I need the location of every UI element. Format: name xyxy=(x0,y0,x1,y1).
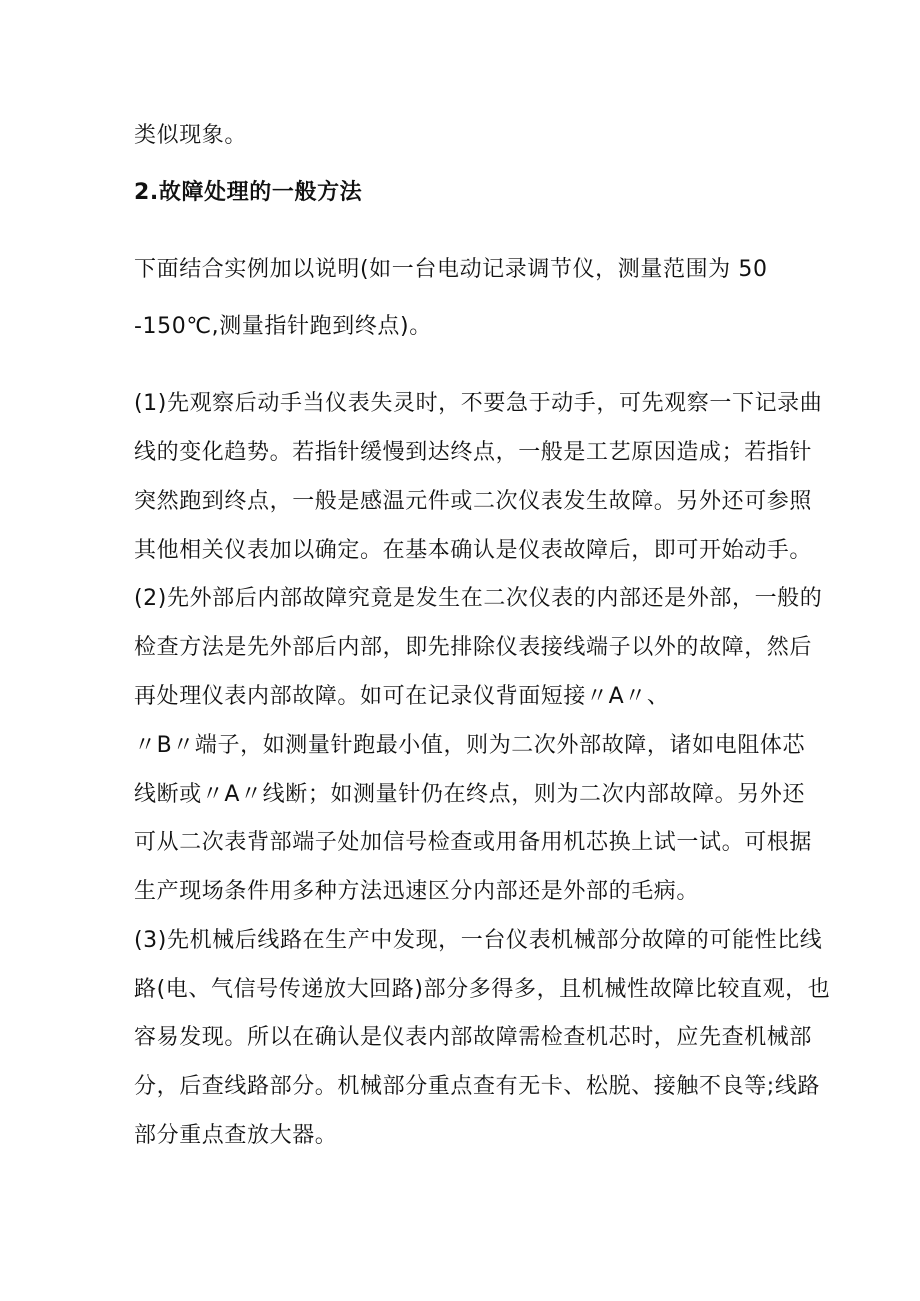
step1-line: (1)先观察后动手当仪表失灵时，不要急于动手，可先观察一下记录曲 xyxy=(134,391,823,416)
step2-line: 检查方法是先外部后内部，即先排除仪表接线端子以外的故障，然后 xyxy=(134,635,813,660)
step1-line: 线的变化趋势。若指针缓慢到达终点，一般是工艺原因造成；若指针 xyxy=(134,440,813,465)
example-line: 下面结合实例加以说明(如一台电动记录调节仪，测量范围为 50 xyxy=(134,257,768,282)
example-line: -150℃,测量指针跑到终点)。 xyxy=(134,314,432,339)
step2-line: 可从二次表背部端子处加信号检查或用备用机芯换上试一试。可根据 xyxy=(134,830,813,855)
step2-line: 再处理仪表内部故障。如可在记录仪背面短接〃A〃、 xyxy=(134,684,670,709)
step2-line: 〃B〃端子，如测量针跑最小值，则为二次外部故障，诸如电阻体芯 xyxy=(134,733,806,758)
step3-line: 分，后查线路部分。机械部分重点查有无卡、松脱、接触不良等;线路 xyxy=(134,1074,821,1099)
step1-line: 突然跑到终点，一般是感温元件或二次仪表发生故障。另外还可参照 xyxy=(134,489,813,514)
step3-line: 部分重点查放大器。 xyxy=(134,1123,338,1148)
step2-line: 线断或〃A〃线断；如测量针仍在终点，则为二次内部故障。另外还 xyxy=(134,782,806,807)
step3-line: 容易发现。所以在确认是仪表内部故障需检查机芯时，应先查机械部 xyxy=(134,1025,813,1050)
step3-line: (3)先机械后线路在生产中发现，一台仪表机械部分故障的可能性比线 xyxy=(134,928,823,953)
step2-line: (2)先外部后内部故障究竟是发生在二次仪表的内部还是外部，一般的 xyxy=(134,586,823,611)
step3-line: 路(电、气信号传递放大回路)部分多得多，且机械性故障比较直观，也 xyxy=(134,977,831,1002)
step2-line: 生产现场条件用多种方法迅速区分内部还是外部的毛病。 xyxy=(134,879,700,904)
step1-line: 其他相关仪表加以确定。在基本确认是仪表故障后，即可开始动手。 xyxy=(134,538,813,563)
section-heading: 2.故障处理的一般方法 xyxy=(134,180,363,205)
intro-tail-text: 类似现象。 xyxy=(134,123,248,148)
